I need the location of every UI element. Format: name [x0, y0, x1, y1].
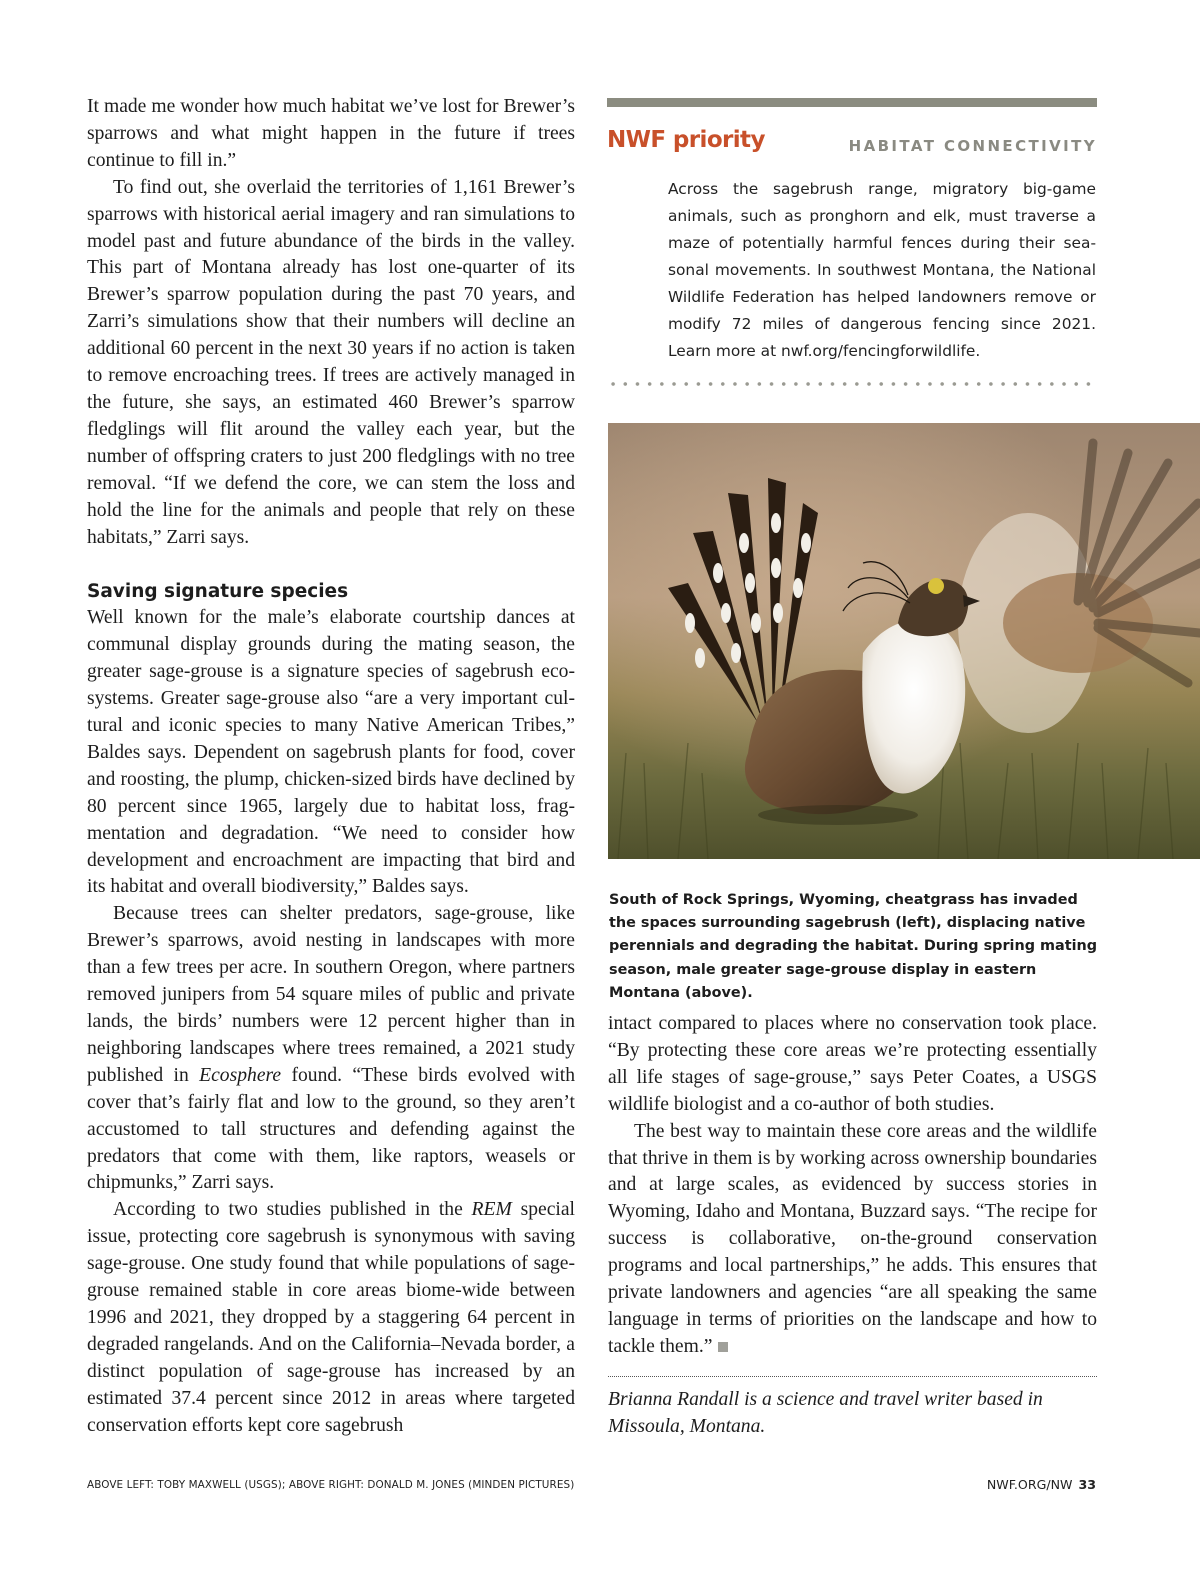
right-column [608, 1011, 1097, 1361]
yellow-comb [928, 578, 944, 594]
left-paragraph-5 [87, 1197, 575, 1439]
nwf-priority-sidebar [607, 98, 1097, 365]
footer-site-link[interactable]: NWF.ORG/NW [986, 1477, 1073, 1492]
left-paragraph-3: Well known for the male’s elaborate courtship dances at communal display grounds during the mating season, the greater sage-grouse is a signature species of sagebrush ecosystems. Greater sage-grouse also “are a very important cultural and iconic species to many Native American Tribes,” Baldes says. Dependent on sagebrush plants for food, cover and roosting, the plump, chicken-sized birds have declined by 80 percent since 1965, largely due to habitat loss, fragmentation and degradation. “We need to consider how development and encroachment are impacting that bird and its habitat and overall biodiversity,” Baldes says. [87, 607, 575, 898]
journal-name-rem: REM [471, 1199, 512, 1221]
end-of-article-icon [718, 1342, 728, 1352]
subhead-saving-signature-species: Saving signature species [87, 581, 349, 603]
page-footer [987, 1477, 1096, 1492]
p5-text-b: special issue, protecting core sagebrush is synonymous with saving sage-grouse. One study found that while populations of sage-grouse remained stable in core areas biome-wide between 1996 and 2021, they dropped by a staggering 64 percent in degraded rangelands. And on the California–Nevada border, a distinct population of sage-grouse has increased by an estimated 37.4 percent since 2012 in areas where targeted conservation efforts kept core sagebrush [87, 1199, 575, 1436]
journal-name-ecosphere: Ecosphere [199, 1064, 282, 1086]
left-paragraph-2: To find out, she overlaid the territories of 1,161 Brewer’s sparrows with historical aerial imagery and ran simulations to model past and future abundance of the birds in the valley. This part of Montana already has lost one-quarter of its Brewer’s sparrow population during the past 70 years, and Zarri’s simulations show that their numbers will decline an additional 60 percent in the next 30 years if no action is taken to remove encroaching trees. If trees are actively managed in the future, she says, an estimated 460 Brewer’s sparrow fledglings will flit around the valley each year, but the number of offspring craters to just 200 fledglings with no tree removal. “If we defend the core, we can stem the loss and hold the line for the animals and people that rely on these habitats,” Zarri says. [87, 176, 575, 548]
author-bio: Brianna Randall is a science and travel writer based in Missoula, Montana. [608, 1389, 1043, 1437]
page-number: 33 [1078, 1477, 1096, 1492]
sidebar-dotted-divider [607, 380, 1097, 388]
author-dotted-rule [608, 1376, 1097, 1377]
left-column [87, 94, 575, 1440]
right-paragraph-2 [608, 1119, 1097, 1361]
p5-text-a: According to two studies published in the [113, 1199, 472, 1221]
sidebar-tag: HABITAT CONNECTIVITY [848, 137, 1097, 155]
photo-caption: South of Rock Springs, Wyoming, cheatgrass has invaded the spaces surrounding sagebrush (left), displacing native perennials and degrading the habitat. During spring mating season, male greater sage-grouse display in eastern Montana (above). [609, 892, 1098, 1001]
sidebar-header [607, 107, 1097, 159]
photo-credit: ABOVE LEFT: TOBY MAXWELL (USGS); ABOVE RIGHT: DONALD M. JONES (MINDEN PICTURES) [87, 1479, 575, 1491]
sage-grouse-illustration [608, 423, 1200, 859]
left-paragraph-1: It made me wonder how much habitat we’ve lost for Brewer’s sparrows and what might happen in the future if trees continue to fill in.” [87, 96, 575, 171]
p4-text-b: found. “These birds evolved with cover that’s fairly flat and low to the ground, so they aren’t accustomed to tall structures and defending against the predators that come with them, like raptors, weasels or chipmunks,” Zarri says. [87, 1064, 575, 1194]
sidebar-body: Across the sagebrush range, migratory big-game animals, such as pronghorn and elk, must traverse a maze of potentially harmful fences during their seasonal movements. In southwest Montana, the National Wildlife Federation has helped landowners remove or modify 72 miles of dangerous fencing since 2021. Learn more at nwf.org/fencingforwildlife. [668, 180, 1096, 360]
sage-grouse-photo [608, 423, 1200, 859]
right-paragraph-2-text: The best way to maintain these core areas and the wildlife that thrive in them is by working across ownership boundaries and at large scales, as evidenced by success stories in Wyoming, Idaho and Montana, Buzzard says. “The recipe for success is collaborative, on-the-ground conservation programs and local partnerships,” he adds. This ensures that private landowners and agencies “are all speaking the same language in terms of priorities on the landscape and how to tackle them.” [608, 1120, 1097, 1357]
right-paragraph-1: intact compared to places where no conservation took place. “By protecting these core areas we’re protecting essentially all life stages of sage-grouse,” says Peter Coates, a USGS wildlife biologist and a co-author of both studies. [608, 1013, 1097, 1115]
sidebar-title: NWF priority [607, 127, 765, 153]
sidebar-top-rule [607, 98, 1097, 107]
p4-text-a: Because trees can shelter predators, sage-grouse, like Brewer’s sparrows, avoid nesting in landscapes with more than a few trees per acre. In southern Oregon, where partners removed junipers from 54 square miles of public and private lands, the birds’ numbers were 12 percent higher than in neighboring landscapes where trees remained, a 2021 study published in [87, 903, 575, 1086]
left-paragraph-4 [87, 901, 575, 1197]
